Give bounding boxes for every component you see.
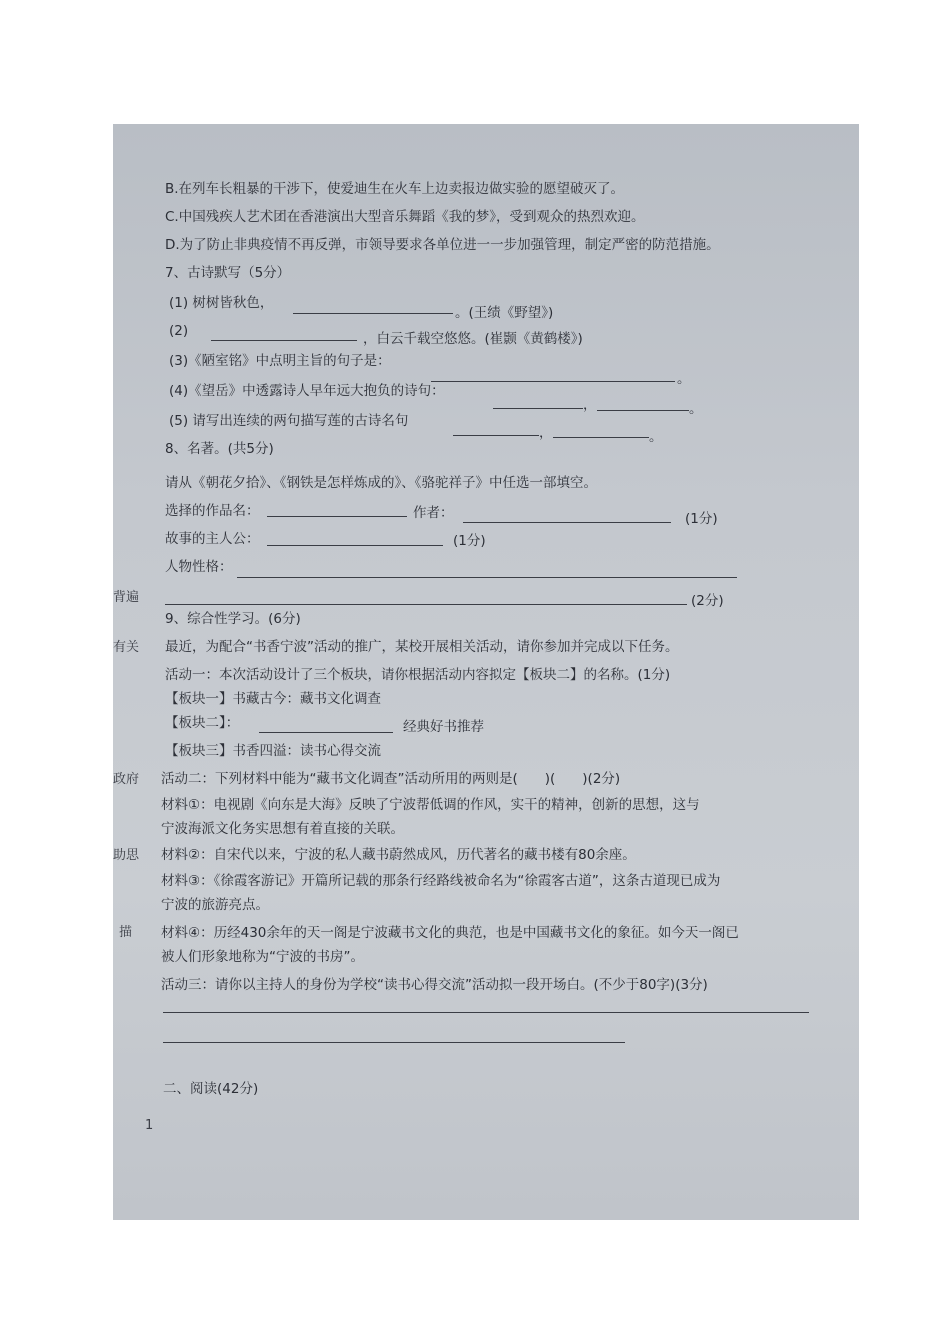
section-reading-heading: 二、阅读(42分)	[163, 1081, 259, 1097]
q8-instruction: 请从《朝花夕拾》、《钢铁是怎样炼成的》、《骆驼祥子》中任选一部填空。	[165, 475, 597, 491]
answer-blank[interactable]	[165, 604, 687, 605]
answer-blank[interactable]	[553, 437, 649, 438]
q8-protagonist-label: 故事的主人公：	[165, 531, 260, 547]
material-1-cont: 宁波海派文化务实思想有着直接的关联。	[161, 821, 404, 837]
q8-author-label: 作者：	[413, 505, 454, 521]
section-one: 【板块一】书藏古今：藏书文化调查	[165, 691, 381, 707]
material-4-cont: 被人们形象地称为“宁波的书房”。	[161, 949, 364, 965]
margin-note: 政府	[113, 772, 140, 787]
q7-3-suffix: 。	[677, 371, 691, 387]
option-d: D.为了防止非典疫情不再反弹，市领导要求各单位进一一步加强管理，制定严密的防范措施。	[165, 237, 720, 253]
answer-blank[interactable]	[597, 410, 689, 411]
answer-blank[interactable]	[237, 577, 737, 578]
activity-one: 活动一：本次活动设计了三个板块，请你根据活动内容拟定【板块二】的名称。(1分)	[165, 667, 671, 683]
q8-heading: 8、名著。(共5分)	[165, 441, 274, 457]
option-c: C.中国残疾人艺术团在香港演出大型音乐舞蹈《我的梦》，受到观众的热烈欢迎。	[165, 209, 645, 225]
activity-two: 活动二：下列材料中能为“藏书文化调查”活动所用的两则是( )( )(2分)	[161, 771, 621, 787]
answer-blank[interactable]	[267, 516, 407, 517]
q7-5-suffix: 。	[649, 429, 663, 445]
answer-blank[interactable]	[163, 1012, 809, 1013]
q7-5-prefix: (5) 请写出连续的两句描写莲的古诗名句	[169, 413, 409, 429]
activity-three: 活动三：请你以主持人的身份为学校“读书心得交流”活动拟一段开场白。(不少于80字)(3分)	[161, 977, 708, 993]
answer-blank[interactable]	[463, 522, 671, 523]
margin-note: 有关	[113, 640, 140, 655]
option-b: B.在列车长粗暴的干涉下，使爱迪生在火车上边卖报边做实验的愿望破灭了。	[165, 181, 625, 197]
q8-score-1: (1分)	[685, 511, 718, 527]
q7-4-comma: ，	[583, 397, 597, 413]
page-number: 1	[145, 1118, 154, 1133]
q8-work-label: 选择的作品名：	[165, 503, 260, 519]
answer-blank[interactable]	[259, 732, 393, 733]
q7-2-prefix: (2)	[169, 323, 189, 339]
q7-4-prefix: (4)《望岳》中透露诗人早年远大抱负的诗句：	[169, 383, 445, 399]
q7-3-prefix: (3)《陋室铭》中点明主旨的句子是：	[169, 353, 391, 369]
section-two-suffix: 经典好书推荐	[403, 719, 484, 735]
answer-blank[interactable]	[493, 408, 583, 409]
margin-note: 助思	[113, 848, 140, 863]
material-3-cont: 宁波的旅游亮点。	[161, 897, 269, 913]
answer-blank[interactable]	[453, 435, 539, 436]
q7-4-suffix: 。	[689, 401, 703, 417]
answer-blank[interactable]	[267, 545, 443, 546]
q8-score-2: (1分)	[453, 533, 486, 549]
material-3: 材料③：《徐霞客游记》开篇所记载的那条行经路线被命名为“徐霞客古道”，这条古道现已成为	[161, 873, 721, 889]
q9-intro: 最近，为配合“书香宁波”活动的推广，某校开展相关活动，请你参加并完成以下任务。	[165, 639, 679, 655]
q8-score-3: (2分)	[691, 593, 724, 609]
margin-note: 背遍	[113, 590, 140, 605]
section-two-label: 【板块二】：	[165, 715, 240, 731]
margin-note: 描	[119, 925, 133, 940]
section-three: 【板块三】书香四溢：读书心得交流	[165, 743, 381, 759]
q8-character-label: 人物性格：	[165, 559, 233, 575]
material-4: 材料④：历经430余年的天一阁是宁波藏书文化的典范，也是中国藏书文化的象征。如今天一阁已	[161, 925, 739, 941]
scanned-exam-page	[113, 124, 859, 1220]
q9-heading: 9、综合性学习。(6分)	[165, 611, 301, 627]
q7-heading: 7、古诗默写（5分）	[165, 265, 291, 281]
material-2: 材料②：自宋代以来，宁波的私人藏书蔚然成风，历代著名的藏书楼有80余座。	[161, 847, 636, 863]
material-1: 材料①：电视剧《向东是大海》反映了宁波帮低调的作风，实干的精神，创新的思想，这与	[161, 797, 700, 813]
q7-1-suffix: 。(王绩《野望》)	[455, 305, 554, 321]
q7-1-prefix: (1) 树树皆秋色，	[169, 295, 274, 311]
answer-blank[interactable]	[293, 313, 453, 314]
answer-blank[interactable]	[163, 1042, 625, 1043]
answer-blank[interactable]	[211, 340, 357, 341]
q7-5-comma: ，	[539, 425, 553, 441]
q7-2-suffix: ，白云千载空悠悠。(崔颢《黄鹤楼》)	[363, 331, 583, 347]
answer-blank[interactable]	[431, 381, 675, 382]
